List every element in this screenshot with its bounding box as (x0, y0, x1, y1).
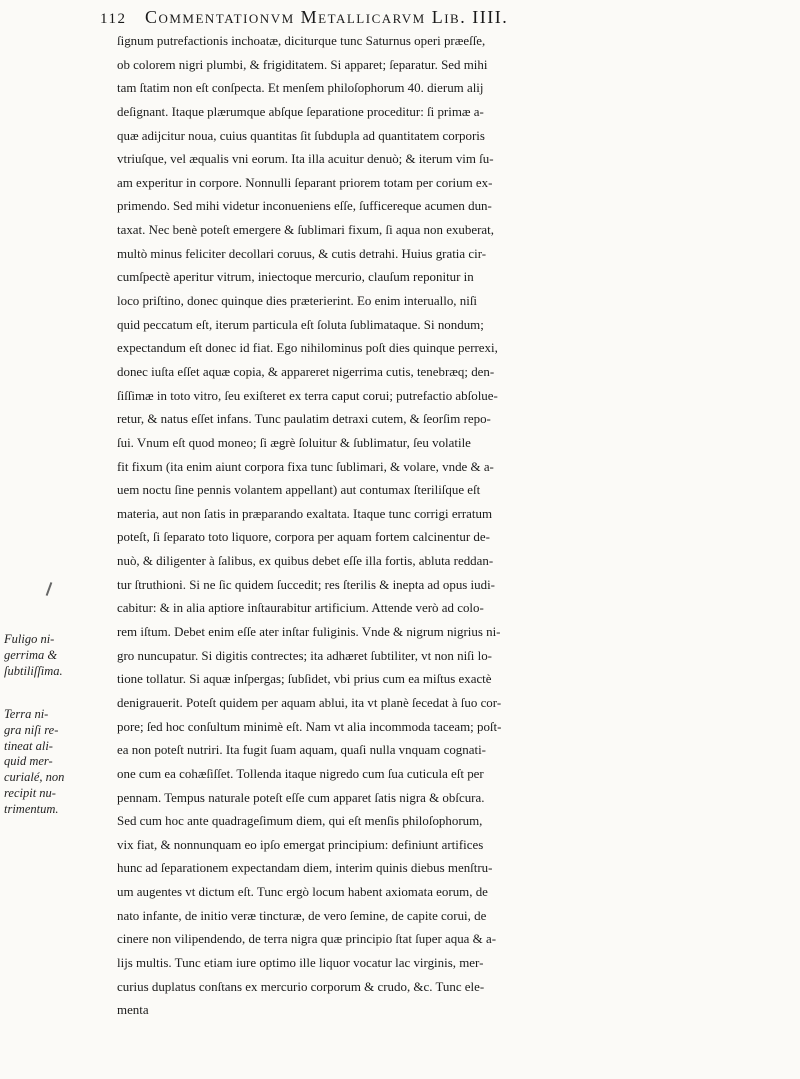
text-line: donec iuſta eſſet aquæ copia, & appareret nigerrima cutis, tenebræq; den- (117, 363, 495, 379)
text-line: poteſt, ſi ſeparato toto liquore, corpora per aquam fortem calcinentur de- (117, 529, 490, 545)
text-line: cumſpectè aperitur vitrum, iniectoque mercurio, clauſum reponitur in (117, 269, 474, 285)
marginal-note-terra: Terra ni- gra niſi re- tineat ali- quid mer- curialé, non recipit nu- trimentum. (4, 707, 65, 816)
text-line: denigrauerit. Poteſt quidem per aquam ablui, ita vt planè ſecedat à ſuo cor- (117, 694, 502, 710)
text-line: multò minus feliciter decollari coruus, & cutis detrahi. Huius gratia cir- (117, 245, 487, 261)
margin-mark (46, 582, 53, 596)
text-line: fit fixum (ita enim aiunt corpora fixa tunc ſublimari, & volare, vnde & a- (117, 458, 494, 474)
text-line: primendo. Sed mihi videtur inconueniens eſſe, ſufficereque acumen dun- (117, 198, 492, 214)
text-line: curius duplatus conſtans ex mercurio corporum & crudo, &c. Tunc ele- (117, 978, 485, 994)
text-line: menta (117, 1002, 149, 1018)
text-line: am experitur in corpore. Nonnulli ſeparant priorem totam per corium ex- (117, 174, 493, 190)
text-line: tur ſtruthioni. Si ne ſic quidem ſuccedit; res ſterilis & inepta ad opus iudi- (117, 576, 495, 592)
text-line: retur, & natus eſſet infans. Tunc paulatim detraxi cutem, & ſeorſim repo- (117, 411, 491, 427)
text-line: quid peccatum eſt, iterum particula eſt ſoluta ſublimataque. Si nondum; (117, 316, 484, 332)
text-line: materia, aut non ſatis in præparando exaltata. Itaque tunc corrigi erratum (117, 505, 493, 521)
text-line: rem iſtum. Debet enim eſſe ater inſtar fuliginis. Vnde & nigrum nigrius ni- (117, 624, 501, 640)
text-line: ea non poteſt nutriri. Ita fugit ſuam aquam, quaſi nulla vnquam cognati- (117, 742, 486, 758)
text-line: loco priſtino, donec quinque dies præterierint. Eo enim interuallo, niſi (117, 293, 478, 309)
marginal-note-fuligo: Fuligo ni- gerrima & ſubtiliſſima. (4, 632, 63, 678)
text-line: taxat. Nec benè poteſt emergere & ſublimari fixum, ſi aqua non exuberat, (117, 222, 494, 238)
text-line: ſignum putrefactionis inchoatæ, diciturque tunc Saturnus operi præeſſe, (117, 33, 486, 48)
body-text (117, 29, 797, 1022)
text-line: Sed cum hoc ante quadrageſimum diem, qui eſt menſis philoſophorum, (117, 813, 483, 829)
text-line: ſui. Vnum eſt quod moneo; ſi ægrè ſoluitur & ſublimatur, ſeu volatile (117, 434, 471, 450)
text-line: deſignant. Itaque plærumque abſque ſeparatione proceditur: ſi primæ a- (117, 103, 484, 119)
text-line: vtriuſque, vel æqualis vni eorum. Ita illa acuitur denuò; & iterum vim ſu- (117, 151, 494, 167)
text-line: nuò, & diligenter à ſalibus, ex quibus debet eſſe illa fortis, abluta reddan- (117, 553, 494, 569)
text-line: um augentes vt dictum eſt. Tunc ergò locum habent axiomata eorum, de (117, 884, 488, 900)
text-line: lijs multis. Tunc etiam iure optimo ille liquor vocatur lac virginis, mer- (117, 954, 484, 970)
text-line: tione tollatur. Si aquæ inſpergas; ſubſidet, vbi prius cum ea miſtus exactè (117, 671, 492, 687)
text-line: ſiſſimæ in toto vitro, ſeu exiſteret ex terra caput corui; putrefactio abſolue- (117, 387, 498, 403)
text-line: gro nuncupatur. Si digitis contrectes; ita adhæret ſubtiliter, vt non niſi lo- (117, 647, 492, 663)
text-line: uem noctu ſine pennis volantem appellant) aut contumax ſteriliſque eſt (117, 482, 481, 498)
text-line: vix fiat, & nonnunquam eo ipſo emergat principium: definiunt artifices (117, 836, 484, 852)
text-line: cabitur: & in alia aptiore inſtaurabitur artificium. Attende verò ad colo- (117, 600, 484, 616)
page-number: 112 (100, 11, 127, 27)
text-line: pore; ſed hoc conſultum minimè eſt. Nam vt alia incommoda taceam; poſt- (117, 718, 502, 734)
text-line: one cum ea cohæſiſſet. Tollenda itaque nigredo cum ſua cuticula eſt per (117, 765, 484, 781)
text-line: cinere non vilipendendo, de terra nigra quæ principio ſtat ſuper aqua & a- (117, 931, 497, 947)
text-line: tam ſtatim non eſt conſpecta. Et menſem philoſophorum 40. dierum alij (117, 80, 484, 96)
running-title: Commentationvm Metallicarvm Lib. IIII. (144, 7, 509, 27)
text-line: nato infante, de initio veræ tincturæ, de vero ſemine, de capite corui, de (117, 907, 487, 923)
text-line: pennam. Tempus naturale poteſt eſſe cum apparet ſatis nigra & obſcura. (117, 789, 485, 805)
text-line: quæ adijcitur noua, cuius quantitas ſit ſubdupla ad quantitatem corporis (117, 127, 485, 143)
text-line: expectandum eſt donec id fiat. Ego nihilominus poſt dies quinque perrexi, (117, 340, 498, 356)
text-line: ob colorem nigri plumbi, & frigiditatem. Si apparet; ſeparatur. Sed mihi (117, 56, 488, 72)
text-line: hunc ad ſeparationem expectandam diem, interim quinis diebus menſtru- (117, 860, 493, 876)
